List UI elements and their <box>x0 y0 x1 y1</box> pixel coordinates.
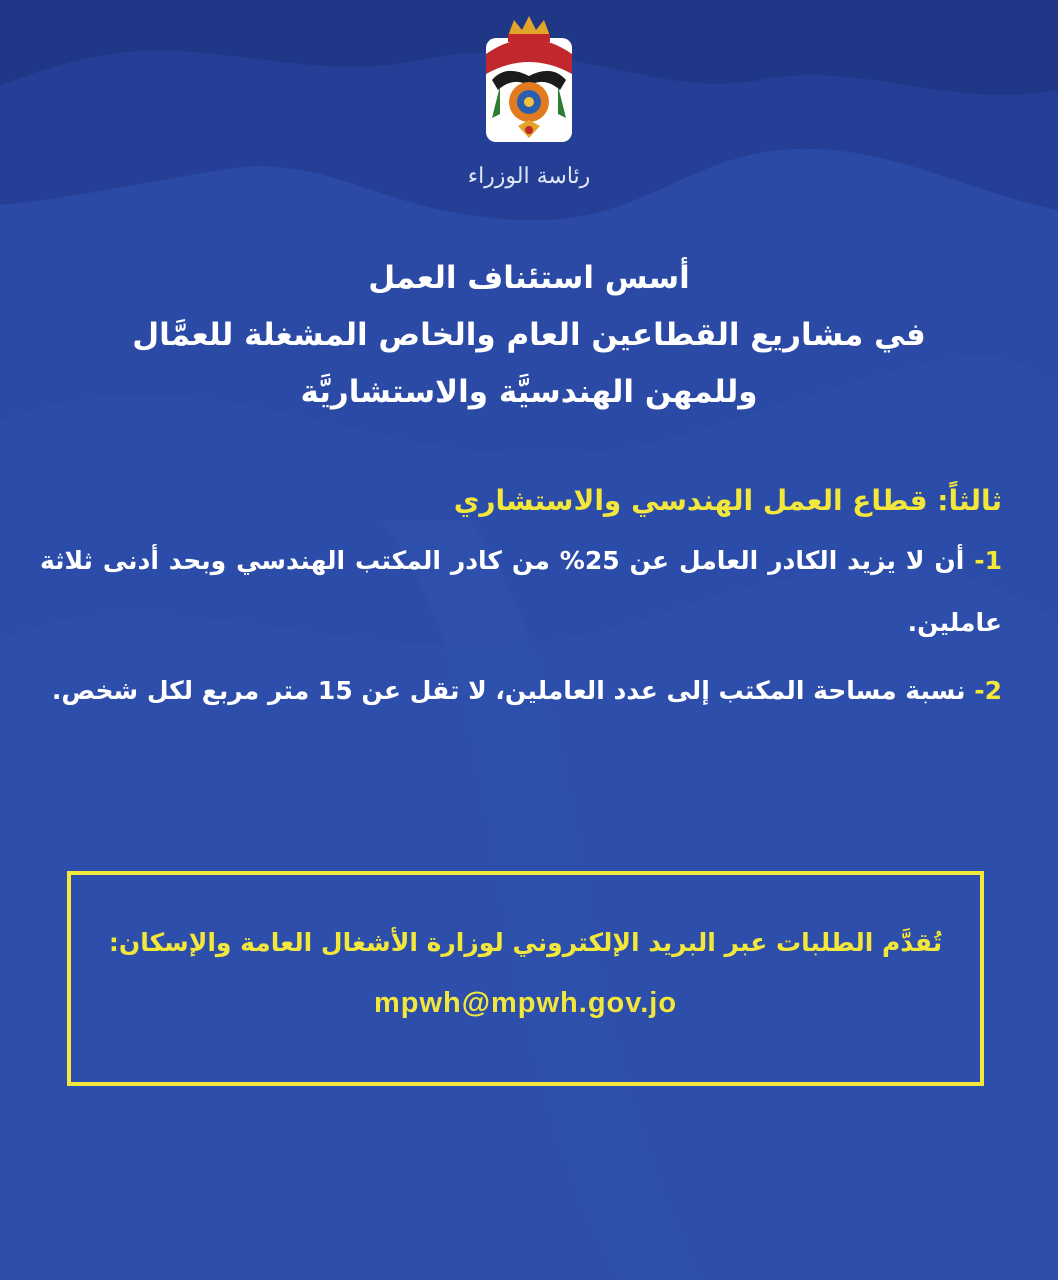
item-number: 1- <box>974 546 1002 575</box>
contact-email-link[interactable]: mpwh@mpwh.gov.jo <box>373 987 678 1019</box>
list-item <box>40 530 1002 654</box>
item-number: 2- <box>974 676 1002 705</box>
title-line-2: في مشاريع القطاعين العام والخاص المشغلة للعمَّال <box>132 317 926 353</box>
jordan-coat-of-arms-icon <box>456 14 602 160</box>
requirements-section <box>40 478 1002 722</box>
title-line-1: أسس استئناف العمل <box>368 260 690 296</box>
item-text: أن لا يزيد الكادر العامل عن 25% من كادر المكتب الهندسي وبحد أدنى ثلاثة عاملين. <box>40 546 1002 637</box>
title-line-3: وللمهن الهندسيَّة والاستشاريَّة <box>300 374 758 410</box>
section-heading: ثالثاً: قطاع العمل الهندسي والاستشاري <box>453 484 1002 517</box>
brand-wordmark: رئاسة الوزراء <box>467 164 591 189</box>
page-title <box>60 250 998 421</box>
logo <box>456 14 602 194</box>
contact-instructions: تُقدَّم الطلبات عبر البريد الإلكتروني لوزارة الأشغال العامة والإسكان: <box>108 928 943 957</box>
list-item <box>40 660 1002 722</box>
contact-box <box>67 871 984 1086</box>
item-text: نسبة مساحة المكتب إلى عدد العاملين، لا تقل عن 15 متر مربع لكل شخص. <box>51 676 966 705</box>
